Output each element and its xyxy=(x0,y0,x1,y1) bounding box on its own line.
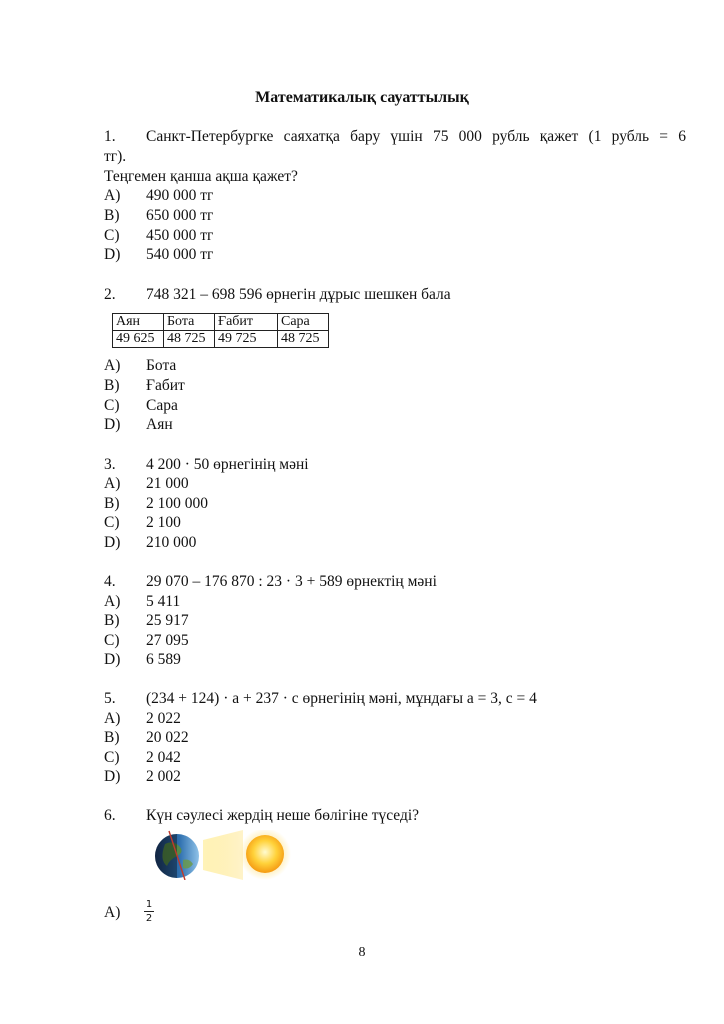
table-cell: Сара xyxy=(278,314,329,331)
q4-number: 4. xyxy=(104,573,116,590)
q3-option-d[interactable]: D) 210 000 xyxy=(104,534,197,551)
q6-text: Күн сәулесі жердің неше бөлігіне түседі? xyxy=(146,807,420,824)
table-row xyxy=(113,314,329,331)
table-cell: 49 625 xyxy=(113,331,164,348)
q3-text: 4 200 · 50 өрнегінің мәні xyxy=(146,456,309,473)
q2-answers-table xyxy=(112,313,329,348)
q4-text: 29 070 – 176 870 : 23 · 3 + 589 өрнектің мәні xyxy=(146,573,437,590)
sun-icon xyxy=(246,835,284,873)
earth-sun-illustration xyxy=(143,830,299,880)
q2-option-b[interactable]: B) Ғабит xyxy=(104,377,185,394)
fraction-one-half xyxy=(144,899,154,924)
table-row xyxy=(113,331,329,348)
q1-number: 1. xyxy=(104,128,116,145)
table-cell: 49 725 xyxy=(215,331,278,348)
q1-option-a[interactable]: A) 490 000 тг xyxy=(104,187,214,204)
table-cell: Бота xyxy=(164,314,215,331)
q1-text-cont: тг). xyxy=(104,148,127,165)
q4-text-line xyxy=(104,573,686,591)
q4-option-b[interactable]: B) 25 917 xyxy=(104,612,189,629)
q2-option-a[interactable]: A) Бота xyxy=(104,357,177,374)
sun-beam-shape xyxy=(203,830,243,880)
q4-option-d[interactable]: D) 6 589 xyxy=(104,651,181,668)
q6-number: 6. xyxy=(104,807,116,824)
q2-text-line xyxy=(104,286,686,304)
q5-text-line xyxy=(104,690,686,708)
q6-text-line xyxy=(104,807,686,825)
q5-option-b[interactable]: B) 20 022 xyxy=(104,729,189,746)
fraction-bar xyxy=(144,911,154,912)
q2-option-c[interactable]: C) Сара xyxy=(104,397,178,414)
q2-option-d[interactable]: D) Аян xyxy=(104,416,173,433)
q1-option-b[interactable]: B) 650 000 тг xyxy=(104,207,214,224)
q6-option-a[interactable]: A) xyxy=(104,904,121,921)
q3-number: 3. xyxy=(104,456,116,473)
q5-option-a[interactable]: A) 2 022 xyxy=(104,710,181,727)
q3-option-b[interactable]: B) 2 100 000 xyxy=(104,495,208,512)
q2-number: 2. xyxy=(104,286,116,303)
table-cell: Аян xyxy=(113,314,164,331)
page-number: 8 xyxy=(358,945,366,960)
q3-text-line xyxy=(104,456,686,474)
earth-shadow-shape xyxy=(155,834,177,878)
q3-option-a[interactable]: A) 21 000 xyxy=(104,475,189,492)
q2-text: 748 321 – 698 596 өрнегін дұрыс шешкен бала xyxy=(146,286,451,303)
q3-option-c[interactable]: C) 2 100 xyxy=(104,514,181,531)
page-title: Математикалық сауаттылық xyxy=(255,89,469,106)
q1-option-c[interactable]: C) 450 000 тг xyxy=(104,227,214,244)
table-cell: 48 725 xyxy=(278,331,329,348)
fraction-denominator: 2 xyxy=(145,913,153,924)
q1-text-line xyxy=(104,128,686,146)
q5-option-c[interactable]: C) 2 042 xyxy=(104,749,181,766)
table-cell: 48 725 xyxy=(164,331,215,348)
q1-text: Санкт-Петербургке саяхатқа бару үшін 75 000 рубль қажет (1 рубль = 6 xyxy=(146,128,686,145)
q5-option-d[interactable]: D) 2 002 xyxy=(104,768,181,785)
q4-option-a[interactable]: A) 5 411 xyxy=(104,593,181,610)
q1-text2: Теңгемен қанша ақша қажет? xyxy=(104,168,298,185)
q4-option-c[interactable]: C) 27 095 xyxy=(104,632,189,649)
q1-option-d[interactable]: D) 540 000 тг xyxy=(104,246,214,263)
q5-number: 5. xyxy=(104,690,116,707)
fraction-numerator: 1 xyxy=(145,899,153,910)
q5-text: (234 + 124) · a + 237 · c өрнегінің мәні, мұндағы a = 3, c = 4 xyxy=(146,690,537,707)
table-cell: Ғабит xyxy=(215,314,278,331)
